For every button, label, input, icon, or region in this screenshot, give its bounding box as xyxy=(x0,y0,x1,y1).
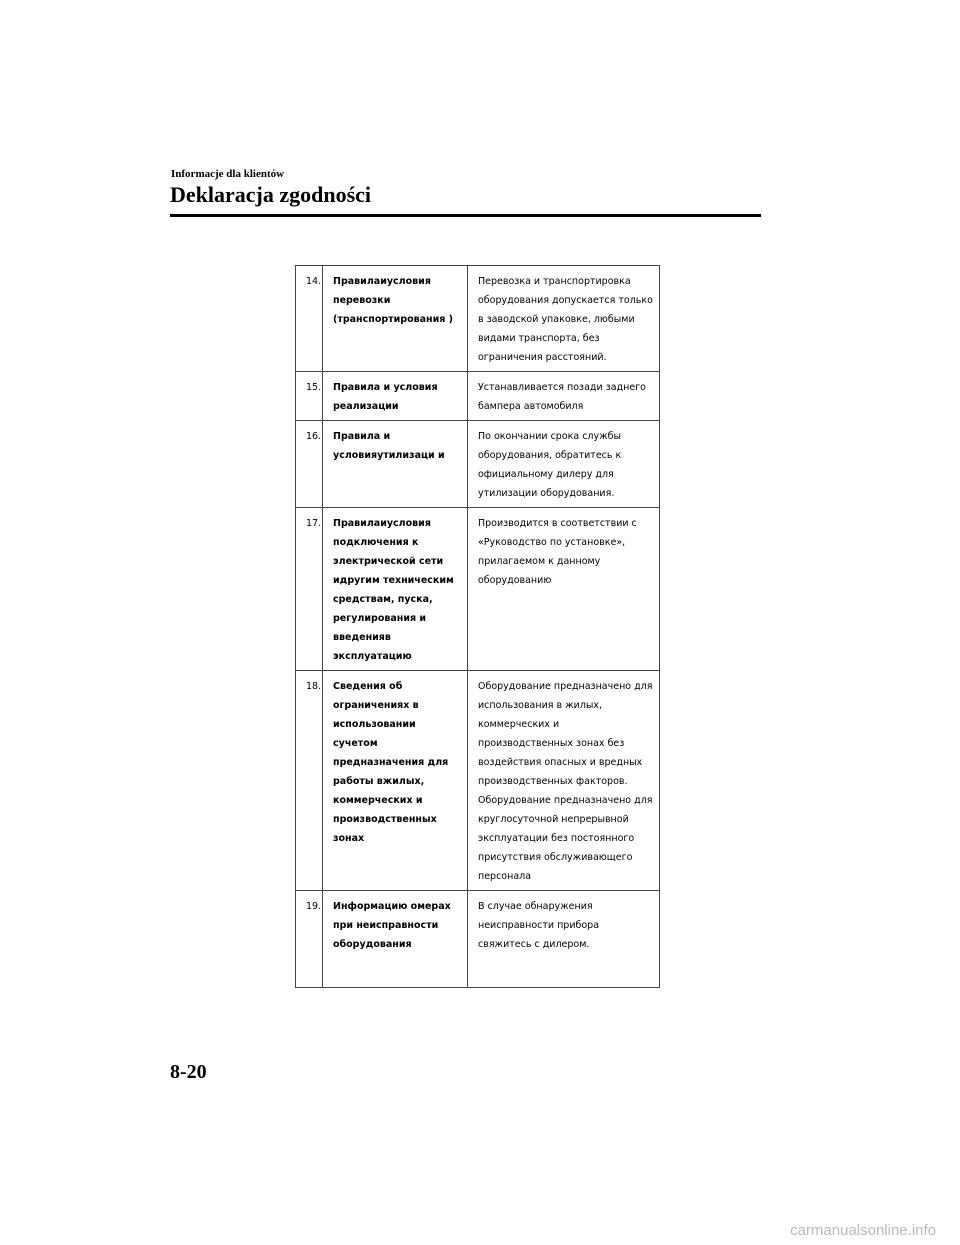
table-row xyxy=(296,508,660,671)
row-number: 14. xyxy=(296,266,323,372)
page-number: 8-20 xyxy=(170,1061,207,1083)
row-name: Правилаиусловия перевозки (транспортирования ) xyxy=(323,266,468,372)
table-row xyxy=(296,372,660,421)
row-name: Правила и условияутилизаци и xyxy=(323,421,468,508)
row-number: 19. xyxy=(296,891,323,988)
title-rule xyxy=(170,214,761,217)
section-label: Informacje dla klientów xyxy=(171,168,285,180)
table-row xyxy=(296,421,660,508)
table-row xyxy=(296,266,660,372)
declaration-table xyxy=(295,265,660,988)
row-name: Информацию омерах при неисправности оборудования xyxy=(323,891,468,988)
row-description: Перевозка и транспортировка оборудования допускается только в заводской упаковке, любыми видами транспорта, без ограничения расстояний. xyxy=(468,266,660,372)
row-name: Правилаиусловия подключения к электрической сети идругим техническим средствам, пуска, регулирования и введенияв эксплуатацию xyxy=(323,508,468,671)
row-description: По окончании срока службы оборудования, обратитесь к официальному дилеру для утилизации оборудования. xyxy=(468,421,660,508)
row-number: 18. xyxy=(296,671,323,891)
row-description: Производится в соответствии с «Руководство по установке», прилагаемом к данному оборудованию xyxy=(468,508,660,671)
table-row xyxy=(296,891,660,988)
row-name: Сведения об ограничениях в использовании сучетом предназначения для работы вжилых, коммерческих и производственных зонах xyxy=(323,671,468,891)
row-description: Устанавливается позади заднего бампера автомобиля xyxy=(468,372,660,421)
row-number: 15. xyxy=(296,372,323,421)
watermark: carmanualsonline.info xyxy=(790,1222,936,1239)
row-number: 16. xyxy=(296,421,323,508)
row-description: В случае обнаружения неисправности прибора свяжитесь с дилером. xyxy=(468,891,660,988)
table-row xyxy=(296,671,660,891)
row-description: Оборудование предназначено для использования в жилых, коммерческих и производственных зонах без воздействия опасных и вредных производственных факторов. Оборудование предназначено для круглосуточной непрерывной эксплуатации без постоянного присутствия обслуживающего персонала xyxy=(468,671,660,891)
page-title: Deklaracja zgodności xyxy=(170,182,372,207)
row-number: 17. xyxy=(296,508,323,671)
row-name: Правила и условия реализации xyxy=(323,372,468,421)
